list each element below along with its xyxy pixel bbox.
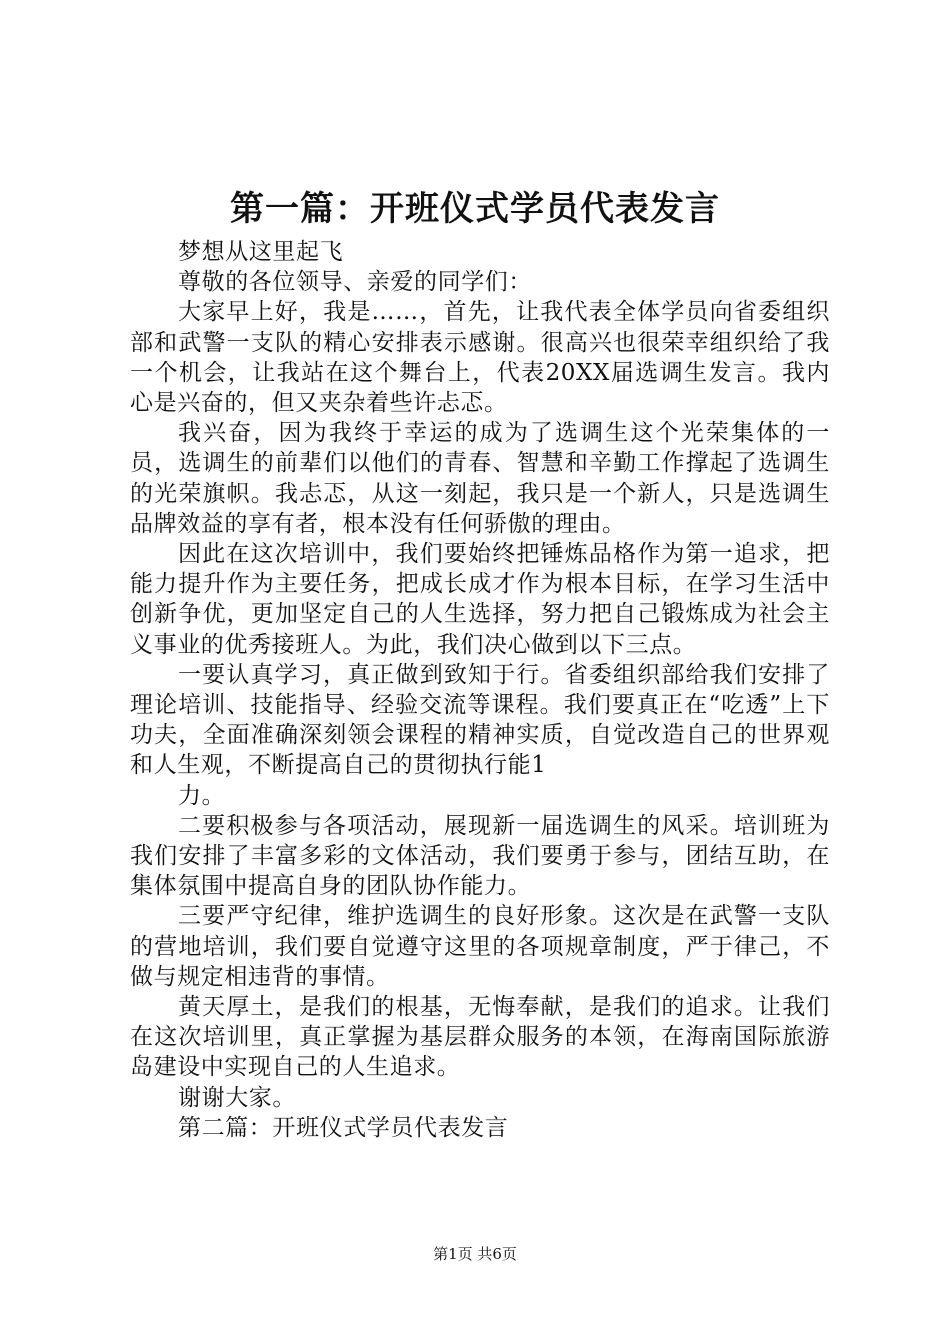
paragraph-closing: 黄天厚土，是我们的根基，无悔奉献，是我们的追求。让我们在这次培训里，真正掌握为基层群众服务的本领，在海南国际旅游岛建设中实现自己的人生追求。 <box>130 994 830 1081</box>
paragraph-point-three: 三要严守纪律，维护选调生的良好形象。这次是在武警一支队的营地培训，我们要自觉遵守这里的各项规章制度，严于律己，不做与规定相违背的事情。 <box>130 903 830 990</box>
paragraph-opening: 大家早上好，我是……，首先，让我代表全体学员向省委组织部和武警一支队的精心安排表示感谢。很高兴也很荣幸组织给了我一个机会，让我站在这个舞台上，代表20XX届选调生发言。我内心是兴奋的，但又夹杂着些许忐忑。 <box>130 299 830 417</box>
paragraph-point-one-continued: 力。 <box>178 782 226 809</box>
paragraph-salutation: 尊敬的各位领导、亲爱的同学们： <box>178 269 532 296</box>
document-title: 第一篇：开班仪式学员代表发言 <box>230 189 720 229</box>
paragraph-excitement: 我兴奋，因为我终于幸运的成为了选调生这个光荣集体的一员，选调生的前辈们以他们的青春、智慧和辛勤工作撑起了选调生的光荣旗帜。我忐忑，从这一刻起，我只是一个新人，只是选调生品牌效益的享有者，根本没有任何骄傲的理由。 <box>130 420 830 537</box>
document-body <box>130 237 830 1143</box>
paragraph-next-section-heading: 第二篇：开班仪式学员代表发言 <box>178 1114 509 1141</box>
page-number-footer: 第1页 共6页 <box>433 1245 517 1263</box>
paragraph-point-one: 一要认真学习，真正做到致知于行。省委组织部给我们安排了理论培训、技能指导、经验交流等课程。我们要真正在“吃透”上下功夫，全面准确深刻领会课程的精神实质，自觉改造自己的世界观和人生观，不断提高自己的贯彻执行能1 <box>130 661 830 779</box>
paragraph-thanks: 谢谢大家。 <box>178 1084 296 1111</box>
paragraph-subtitle: 梦想从这里起飞 <box>178 239 344 265</box>
paragraph-point-two: 二要积极参与各项活动，展现新一届选调生的风采。培训班为我们安排了丰富多彩的文体活动，我们要勇于参与，团结互助，在集体氛围中提高自身的团队协作能力。 <box>130 812 830 900</box>
paragraph-goals: 因此在这次培训中，我们要始终把锤炼品格作为第一追求，把能力提升作为主要任务，把成长成才作为根本目标，在学习生活中创新争优，更加坚定自己的人生选择，努力把自己锻炼成为社会主义事业的优秀接班人。为此，我们决心做到以下三点。 <box>130 541 830 658</box>
